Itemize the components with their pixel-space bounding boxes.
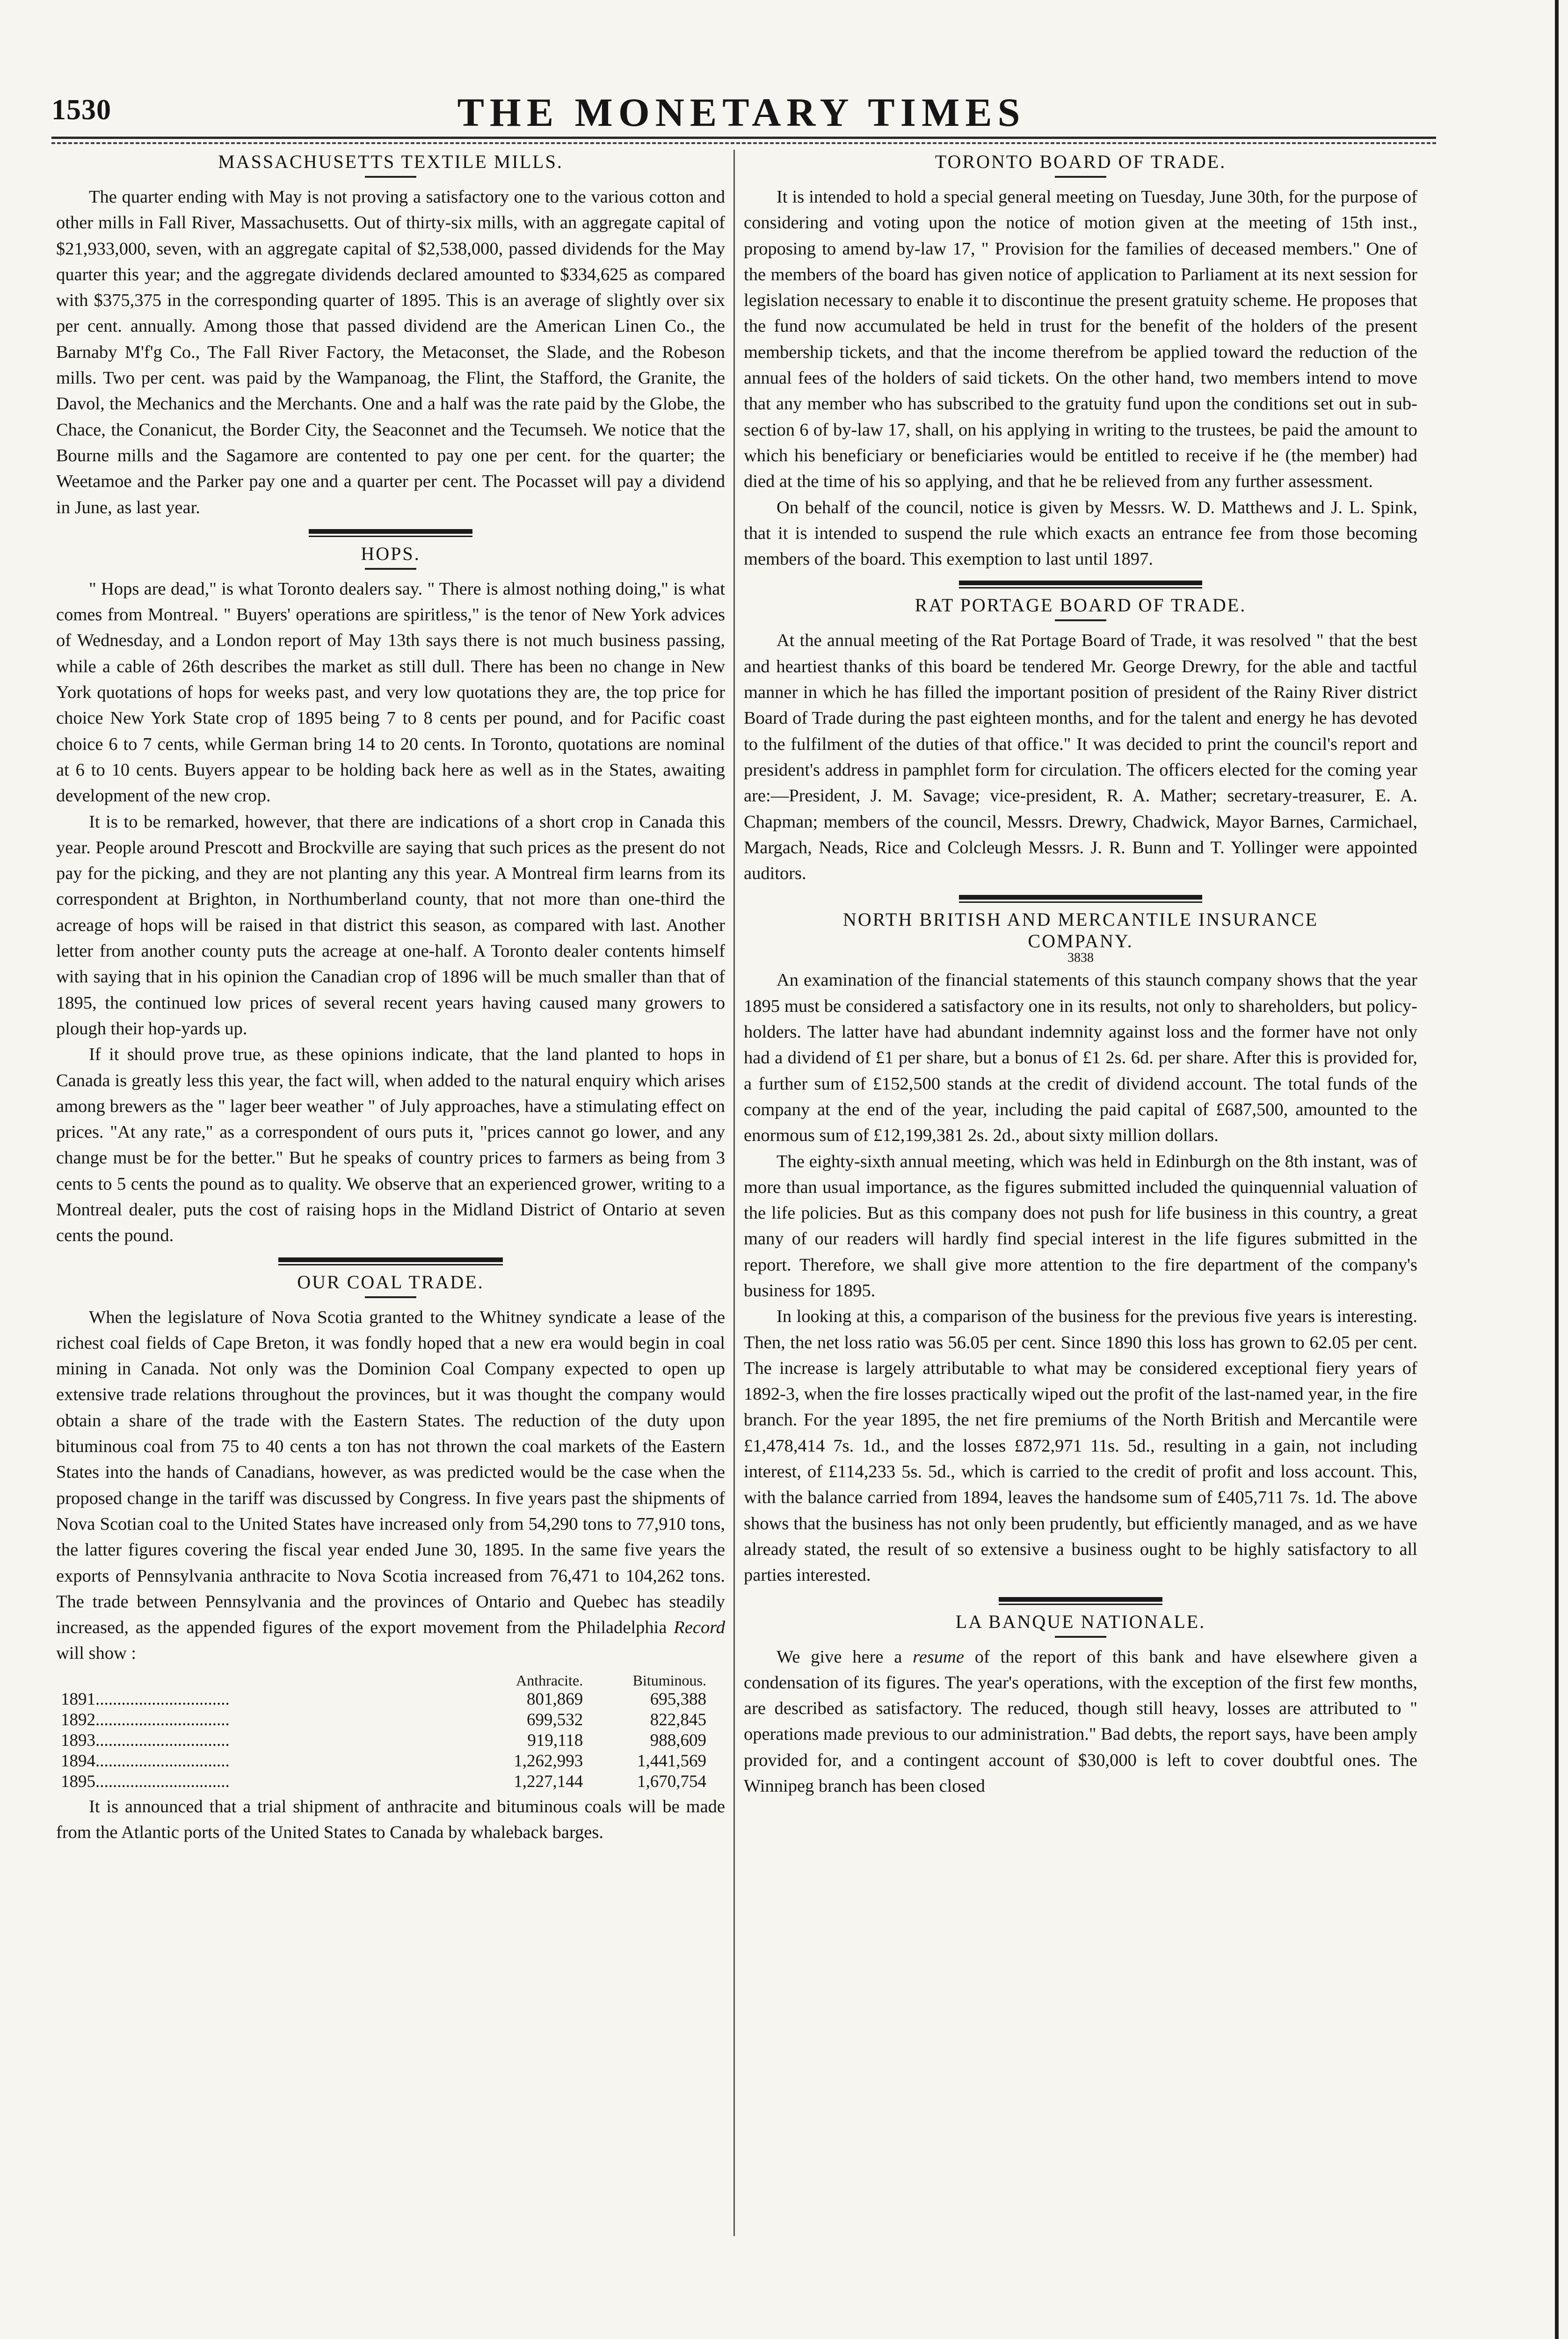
section-separator — [309, 529, 472, 537]
print-mark: 3838 — [1067, 951, 1094, 966]
right-column — [744, 150, 1417, 1806]
italic-text: Record — [674, 1618, 726, 1638]
article-title: LA BANQUE NATIONALE. — [955, 1611, 1206, 1632]
table-header: Anthracite. — [516, 1671, 583, 1689]
table-cell: 699,532 — [526, 1710, 583, 1729]
table-cell: 988,609 — [650, 1730, 706, 1750]
article-paragraph: An examination of the financial statements of this staunch company shows that the year 1895 must be considered a satisfactory one in its results, not only to shareholders, but policy-holders. The latter have had abundant indemnity against loss and the former have not only had a dividend of £1 per share, but a bonus of £1 2s. 6d. per share. After this is provided for, a further sum of £152,500 stands at the credit of dividend account. The total funds of the company at the end of the year, including the paid capital of £687,500, amounted to the enormous sum of £12,199,381 2s. 2d., about sixty million dollars. — [744, 970, 1417, 1146]
page-header — [51, 89, 1431, 136]
article-paragraph — [744, 1644, 1417, 1800]
article-paragraph: It is announced that a trial shipment of anthracite and bituminous coals will be made from the Atlantic ports of the United States to Canada by whaleback barges. — [56, 1796, 725, 1843]
table-cell-year: 1892............................... — [61, 1710, 230, 1729]
table-cell: 1,441,569 — [637, 1751, 706, 1771]
title-underline — [1055, 1636, 1106, 1638]
italic-text: resume — [913, 1647, 964, 1667]
coal-export-table — [56, 1671, 711, 1792]
article-hops — [56, 542, 725, 1249]
article-north-british — [744, 908, 1417, 1588]
table-cell: 822,845 — [650, 1710, 706, 1729]
table-header: Bituminous. — [632, 1671, 706, 1689]
section-separator — [278, 1257, 503, 1265]
article-massachusetts — [56, 150, 725, 521]
masthead-title: THE MONETARY TIMES — [457, 90, 1026, 135]
article-paragraph: It is to be remarked, however, that there are indications of a short crop in Canada this year. People around Prescott and Brockville are saying that such prices as the present do not pay for the picking, and they are not planting any this year. A Montreal firm learns from its correspondent at Brighton, in Northumberland county, that not more than one-third the acreage of hops will be raised in that district this season, as compared with last. Another letter from another county puts the acreage at one-half. A Toronto dealer contents himself with saying that in his opinion the Canadian crop of 1896 will be much smaller than that of 1895, the continued low prices of several recent years having caused many growers to plough their hop-yards up. — [56, 812, 725, 1039]
title-underline — [1055, 176, 1106, 178]
article-title: RAT PORTAGE BOARD OF TRADE. — [915, 595, 1247, 616]
table-row — [56, 1689, 711, 1710]
table-row — [56, 1730, 711, 1751]
column-divider — [733, 150, 735, 2236]
table-cell: 919,118 — [527, 1730, 583, 1750]
title-underline — [365, 176, 416, 178]
article-paragraph: " Hops are dead," is what Toronto dealers say. " There is almost nothing doing," is what comes from Montreal. " Buyers' operations are spiritless," is the tenor of New York advices of Wednesday, and a London report of May 13th says there is not much business passing, while a cable of 26th describes the market as still dull. There has been no change in New York quotations of hops for weeks past, and very low quotations they are, the top price for choice New York State crop of 1895 being 7 to 8 cents per pound, and for Pacific coast choice 6 to 7 cents, while German bring 14 to 20 cents. In Toronto, quotations are nominal at 6 to 10 cents. Buyers appear to be holding back here as well as in the States, awaiting development of the new crop. — [56, 579, 725, 806]
article-paragraph: At the annual meeting of the Rat Portage Board of Trade, it was resolved " that the best and heartiest thanks of this board be tendered Mr. George Drewry, for the able and tactful manner in which he has filled the important position of president of the Rainy River district Board of Trade during the past eighteen months, and for the talent and energy he has devoted to the fulfilment of the duties of that office." It was decided to print the council's report and president's address in pamphlet form for circulation. The officers elected for the coming year are:—President, J. M. Savage; vice-president, R. A. Mather; secretary-treasurer, E. A. Chapman; members of the council, Messrs. Drewry, Chadwick, Mayor Barnes, Carmichael, Margach, Neads, Rice and Colcleugh Messrs. J. R. Bunn and T. Yollinger were appointed auditors. — [744, 631, 1417, 884]
article-coal — [56, 1270, 725, 1846]
article-paragraph: The eighty-sixth annual meeting, which was held in Edinburgh on the 8th instant, was of more than usual importance, as the figures submitted included the quinquennial valuation of the life policies. But as this company does not push for life business in this country, a great many of our readers will hardly find special interest in the life figures submitted in the report. Therefore, we shall give more attention to the fire department of the company's business for 1895. — [744, 1151, 1417, 1300]
table-cell-year: 1893............................... — [61, 1730, 230, 1750]
article-paragraph: The quarter ending with May is not proving a satisfactory one to the various cotton and other mills in Fall River, Massachusetts. Out of thirty-six mills, with an aggregate capital of $21,933,000, seven, with an aggregate capital of $2,538,000, passed dividends for the May quarter this year; and the aggregate dividends declared amounted to $334,625 as compared with $375,375 in the corresponding quarter of 1895. This is an average of slightly over six per cent. annually. Among those that passed dividend are the American Linen Co., the Barnaby M'f'g Co., The Fall River Factory, the Metaconset, the Slade, and the Robeson mills. Two per cent. was paid by the Wampanoag, the Flint, the Stafford, the Granite, the Davol, the Mechanics and the Merchants. One and a half was the rate paid by the Globe, the Chace, the Conanicut, the Border City, the Seaconnet and the Tecumseh. We notice that the Bourne mills and the Sagamore are contented to pay one per cent. for the quarter; the Weetamoe and the Parker pay one and a quarter per cent. The Pocasset will pay a dividend in June, as last year. — [56, 187, 725, 517]
title-underline — [365, 1296, 416, 1298]
section-separator — [959, 895, 1202, 903]
table-cell: 1,262,993 — [514, 1751, 583, 1771]
article-paragraph: On behalf of the council, notice is given by Messrs. W. D. Matthews and J. L. Spink, that it is intended to suspend the rule which exacts an entrance fee from those becoming members of the board. This exemption to last until 1897. — [744, 497, 1417, 569]
header-rule — [51, 137, 1436, 139]
article-title: TORONTO BOARD OF TRADE. — [935, 151, 1227, 172]
table-cell: 1,670,754 — [637, 1772, 706, 1791]
section-separator — [999, 1597, 1162, 1605]
article-paragraph: If it should prove true, as these opinions indicate, that the land planted to hops in Canada is greatly less this year, the fact will, when added to the natural enquiry which arises among brewers as the " lager beer weather " of July approaches, have a stimulating effect on prices. "At any rate," as a correspondent of ours puts it, "prices cannot go lower, and any change must be for the better." But he speaks of country prices to farmers as being from 3 cents to 5 cents the pound as to quality. We observe that an experienced grower, writing to a Montreal dealer, puts the cost of raising hops in the Midland District of Ontario at seven cents the pound. — [56, 1045, 725, 1246]
page-number: 1530 — [51, 94, 111, 126]
title-underline — [1055, 619, 1106, 621]
header-dashed-rule — [51, 142, 1436, 144]
article-paragraph: It is intended to hold a special general meeting on Tuesday, June 30th, for the purpose of considering and voting upon the notice of motion given at the meeting of 15th inst., proposing to amend by-law 17, " Provision for the families of deceased members." One of the members of the board has given notice of application to Parliament at its next session for legislation necessary to enable it to discontinue the present gratuity scheme. He proposes that the fund now accumulated be held in trust for the benefit of the holders of the present membership tickets, and that the income therefrom be applied toward the reduction of the annual fees of the holders of said tickets. On the other hand, two members intend to move that any member who has subscribed to the gratuity fund upon the conditions set out in sub-section 6 of by-law 17, shall, on his applying in writing to the trustees, be paid the amount to which his beneficiary or beneficiaries would be entitled to receive if he (the member) had died at the time of his so applying, and that he be relieved from any further assessment. — [744, 187, 1417, 492]
article-rat-portage — [744, 593, 1417, 886]
article-paragraph: In looking at this, a comparison of the business for the previous five years is interesting. Then, the net loss ratio was 56.05 per cent. Since 1890 this loss has grown to 62.05 per cent. The increase is largely attributable to what may be considered exceptional fiery years of 1892-3, when the fire losses practically wiped out the profit of the last-named year, in the fire branch. For the year 1895, the net fire premiums of the North British and Mercantile were £1,478,414 7s. 1d., and the losses £872,971 11s. 5d., resulting in a gain, not including interest, of £114,233 5s. 5d., which is carried to the credit of profit and loss account. This, with the balance carried from 1894, leaves the handsome sum of £405,711 7s. 1d. The above shows that the business has not only been prudently, but efficiently managed, and as we have already stated, the result of so extensive a business ought to be highly satisfactory to all parties interested. — [744, 1307, 1417, 1585]
table-cell: 801,869 — [526, 1689, 583, 1709]
article-title: OUR COAL TRADE. — [297, 1271, 484, 1293]
table-cell-year: 1891............................... — [61, 1689, 230, 1709]
paragraph-text: of the report of this bank and have elsewhere given a condensation of its figures. The year's operations, with the exception of the first few months, are described as satisfactory. The reduced, though still heavy, losses are attributed to " operations made previous to our administration." Bad debts, the report says, have been amply provided for, and a contingent account of $30,000 is left to cover doubtful ones. The Winnipeg branch has been closed — [744, 1647, 1417, 1796]
article-toronto-board — [744, 150, 1417, 572]
left-column — [56, 150, 725, 1852]
table-cell-year: 1895............................... — [61, 1772, 230, 1791]
paragraph-text: When the legislature of Nova Scotia granted to the Whitney syndicate a lease of the richest coal fields of Cape Breton, it was fondly hoped that a new era would begin in coal mining in Canada. Not only was the Dominion Coal Company expected to open up extensive trade relations throughout the provinces, but it was thought the company would obtain a share of the trade with the Eastern States. The reduction of the duty upon bituminous coal from 75 to 40 cents a ton has not thrown the coal markets of the Eastern States into the hands of Canadians, however, as was predicted would be the case when the proposed change in the tariff was discussed by Congress. In five years past the shipments of Nova Scotian coal to the United States have increased only from 54,290 tons to 77,910 tons, the latter figures covering the fiscal year ended June 30, 1895. In the same five years the exports of Pennsylvania anthracite to Nova Scotia increased from 76,471 to 104,262 tons. The trade between Pennsylvania and the provinces of Ontario and Quebec has steadily increased, as the appended figures of the export movement from the Philadelphia — [56, 1307, 725, 1638]
table-row — [56, 1751, 711, 1772]
paragraph-text: We give here a — [777, 1647, 913, 1667]
section-separator — [959, 581, 1202, 588]
article-paragraph — [56, 1305, 725, 1667]
table-cell: 1,227,144 — [514, 1772, 583, 1791]
table-header-row — [56, 1671, 711, 1689]
article-title: HOPS. — [361, 543, 421, 564]
article-title-line2: COMPANY. — [1028, 930, 1133, 952]
page-edge — [1555, 0, 1559, 2339]
article-banque-nationale — [744, 1610, 1417, 1800]
table-row — [56, 1772, 711, 1792]
table-cell: 695,388 — [650, 1689, 706, 1709]
article-title: MASSACHUSETTS TEXTILE MILLS. — [218, 151, 563, 172]
table-row — [56, 1710, 711, 1730]
article-title: NORTH BRITISH AND MERCANTILE INSURANCE — [842, 909, 1319, 930]
table-cell-year: 1894............................... — [61, 1751, 230, 1771]
paragraph-text: will show : — [56, 1643, 137, 1663]
title-underline — [365, 568, 416, 570]
table-header-spacer — [56, 1671, 464, 1689]
